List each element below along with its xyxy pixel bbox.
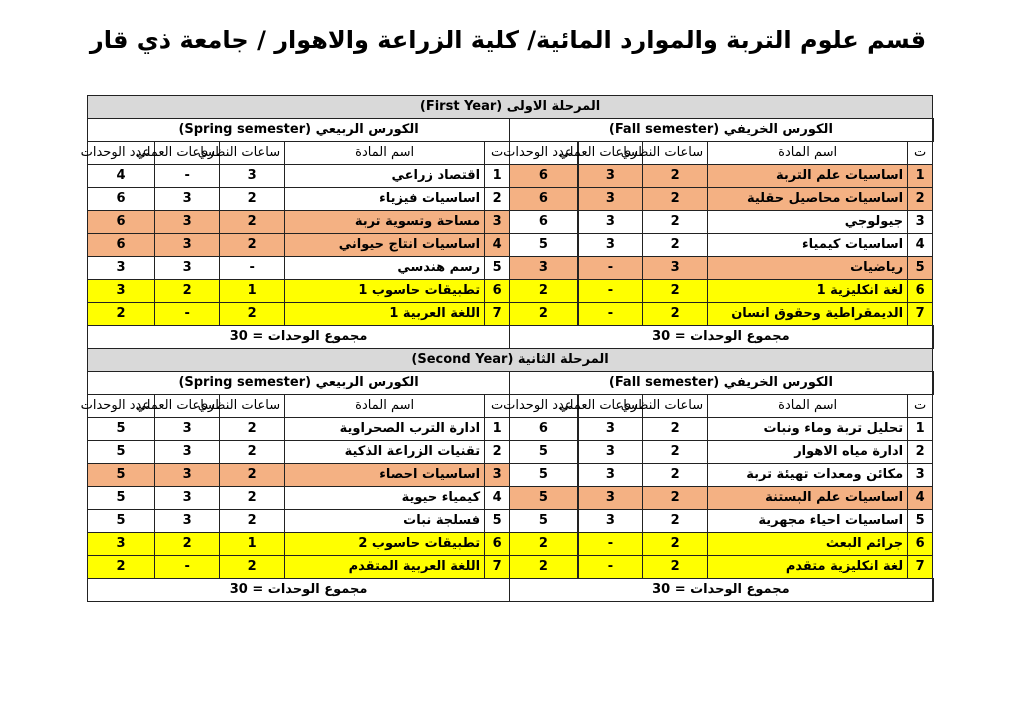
spring-semester-title: الكورس الربيعي (Spring semester): [88, 372, 510, 395]
fall-row-units: 3: [510, 257, 578, 280]
fall-row-subject: اساسيات علم البستنة: [708, 487, 908, 510]
spring-row-practical: 2: [155, 533, 220, 556]
fall-semester-title: الكورس الخريفي (Fall semester): [510, 119, 933, 142]
spring-row-subject: اقتصاد زراعي: [285, 165, 485, 188]
spring-row-subject: اساسيات فيزياء: [285, 188, 485, 211]
total-row: [88, 579, 933, 602]
fall-row-subject: اساسيات كيمياء: [708, 234, 908, 257]
spring-row-theory: 1: [220, 280, 285, 303]
table-row: [88, 441, 933, 464]
fall-row-practical: 3: [578, 418, 643, 441]
fall-row-index: 5: [908, 510, 933, 533]
fall-row-practical: 3: [578, 487, 643, 510]
spring-header-subject: اسم المادة: [285, 395, 485, 418]
fall-row-theory: 2: [643, 441, 708, 464]
spring-row-index: 6: [485, 533, 510, 556]
fall-row-units: 5: [510, 464, 578, 487]
spring-row-practical: -: [155, 303, 220, 326]
fall-row-practical: 3: [578, 188, 643, 211]
fall-row-units: 2: [510, 556, 578, 579]
spring-row-index: 1: [485, 165, 510, 188]
spring-header-index: ت: [485, 395, 510, 418]
fall-row-subject: تحليل تربة وماء ونبات: [708, 418, 908, 441]
spring-row-index: 1: [485, 418, 510, 441]
spring-row-units: 5: [88, 464, 155, 487]
fall-header-subject: اسم المادة: [708, 395, 908, 418]
spring-row-theory: 2: [220, 234, 285, 257]
spring-header-practical: ساعات العملي: [155, 142, 220, 165]
fall-row-practical: 3: [578, 464, 643, 487]
fall-row-subject: اساسيات علم التربة: [708, 165, 908, 188]
fall-row-subject: اساسيات محاصيل حقلية: [708, 188, 908, 211]
spring-row-theory: 2: [220, 303, 285, 326]
spring-row-units: 2: [88, 556, 155, 579]
fall-row-units: 2: [510, 533, 578, 556]
year-title: المرحلة الاولى (First Year): [88, 96, 933, 119]
spring-row-index: 3: [485, 211, 510, 234]
spring-row-theory: 3: [220, 165, 285, 188]
fall-row-theory: 2: [643, 464, 708, 487]
table-row: [88, 487, 933, 510]
column-header-row: [88, 395, 933, 418]
spring-row-index: 4: [485, 487, 510, 510]
spring-row-practical: -: [155, 556, 220, 579]
spring-header-index: ت: [485, 142, 510, 165]
fall-row-theory: 2: [643, 418, 708, 441]
spring-row-subject: اساسيات انتاج حيواني: [285, 234, 485, 257]
spring-header-subject: اسم المادة: [285, 142, 485, 165]
spring-row-theory: 2: [220, 510, 285, 533]
spring-row-practical: 3: [155, 234, 220, 257]
spring-row-index: 4: [485, 234, 510, 257]
fall-row-theory: 2: [643, 211, 708, 234]
fall-row-index: 6: [908, 280, 933, 303]
fall-row-theory: 2: [643, 556, 708, 579]
fall-row-practical: 3: [578, 510, 643, 533]
spring-row-theory: -: [220, 257, 285, 280]
fall-row-theory: 2: [643, 487, 708, 510]
fall-row-practical: -: [578, 280, 643, 303]
spring-row-units: 3: [88, 533, 155, 556]
spring-row-subject: اساسيات احصاء: [285, 464, 485, 487]
fall-row-practical: 3: [578, 441, 643, 464]
spring-row-practical: 3: [155, 510, 220, 533]
curriculum-table: [80, 95, 934, 602]
spring-semester-title: الكورس الربيعي (Spring semester): [88, 119, 510, 142]
fall-header-units: عدد الوحدات: [510, 142, 578, 165]
fall-row-index: 4: [908, 487, 933, 510]
spring-row-units: 6: [88, 211, 155, 234]
spring-row-theory: 2: [220, 441, 285, 464]
spring-row-index: 2: [485, 441, 510, 464]
spring-row-units: 3: [88, 257, 155, 280]
spring-row-units: 6: [88, 234, 155, 257]
spring-row-practical: 3: [155, 211, 220, 234]
table-row: [88, 418, 933, 441]
spring-row-subject: ادارة الترب الصحراوية: [285, 418, 485, 441]
semester-header-row: [88, 119, 933, 142]
fall-row-subject: ادارة مياه الاهوار: [708, 441, 908, 464]
spring-row-index: 5: [485, 257, 510, 280]
spring-row-practical: 3: [155, 188, 220, 211]
year-header-row: [88, 349, 933, 372]
spring-row-theory: 2: [220, 556, 285, 579]
semester-header-row: [88, 372, 933, 395]
fall-header-index: ت: [908, 142, 933, 165]
spring-row-units: 5: [88, 487, 155, 510]
table-row: [88, 303, 933, 326]
fall-row-theory: 2: [643, 165, 708, 188]
fall-row-units: 5: [510, 510, 578, 533]
fall-row-units: 5: [510, 487, 578, 510]
fall-row-practical: -: [578, 556, 643, 579]
spring-row-subject: مساحة وتسوية تربة: [285, 211, 485, 234]
table-row: [88, 280, 933, 303]
fall-total-units: مجموع الوحدات = 30: [510, 326, 933, 349]
spring-row-practical: 3: [155, 487, 220, 510]
spring-row-index: 7: [485, 556, 510, 579]
spring-row-theory: 2: [220, 487, 285, 510]
spring-row-units: 3: [88, 280, 155, 303]
spring-row-practical: 2: [155, 280, 220, 303]
spring-row-units: 5: [88, 510, 155, 533]
fall-row-theory: 3: [643, 257, 708, 280]
fall-header-units: عدد الوحدات: [510, 395, 578, 418]
spring-row-subject: تطبيقات حاسوب 1: [285, 280, 485, 303]
fall-row-index: 4: [908, 234, 933, 257]
fall-header-practical: ساعات العملي: [578, 142, 643, 165]
spring-row-index: 6: [485, 280, 510, 303]
spring-row-subject: اللغة العربية المتقدم: [285, 556, 485, 579]
spring-header-theory: ساعات النظري: [220, 142, 285, 165]
fall-row-practical: -: [578, 303, 643, 326]
fall-row-index: 3: [908, 211, 933, 234]
fall-row-units: 5: [510, 234, 578, 257]
fall-row-units: 2: [510, 280, 578, 303]
fall-row-subject: اساسيات احياء مجهرية: [708, 510, 908, 533]
fall-row-practical: 3: [578, 211, 643, 234]
spring-row-units: 4: [88, 165, 155, 188]
fall-header-theory: ساعات النظري: [643, 395, 708, 418]
fall-row-units: 6: [510, 418, 578, 441]
spring-row-theory: 1: [220, 533, 285, 556]
fall-row-practical: 3: [578, 165, 643, 188]
fall-row-index: 1: [908, 418, 933, 441]
fall-header-index: ت: [908, 395, 933, 418]
fall-row-units: 6: [510, 188, 578, 211]
spring-total-units: مجموع الوحدات = 30: [88, 579, 510, 602]
spring-header-units: عدد الوحدات: [88, 142, 155, 165]
spring-row-subject: تقنيات الزراعة الذكية: [285, 441, 485, 464]
fall-row-practical: -: [578, 533, 643, 556]
fall-row-units: 6: [510, 211, 578, 234]
fall-row-practical: -: [578, 257, 643, 280]
spring-row-practical: 3: [155, 257, 220, 280]
year-title: المرحلة الثانية (Second Year): [88, 349, 933, 372]
fall-row-theory: 2: [643, 280, 708, 303]
table-row: [88, 234, 933, 257]
spring-row-units: 5: [88, 441, 155, 464]
spring-row-subject: اللغة العربية 1: [285, 303, 485, 326]
spring-row-practical: 3: [155, 464, 220, 487]
fall-total-units: مجموع الوحدات = 30: [510, 579, 933, 602]
fall-row-subject: رياضيات: [708, 257, 908, 280]
spring-row-subject: رسم هندسي: [285, 257, 485, 280]
spring-row-theory: 2: [220, 188, 285, 211]
fall-row-index: 1: [908, 165, 933, 188]
fall-header-theory: ساعات النظري: [643, 142, 708, 165]
fall-row-subject: مكائن ومعدات تهيئة تربة: [708, 464, 908, 487]
table-row: [88, 533, 933, 556]
page-title: قسم علوم التربة والموارد المائية/ كلية الزراعة والاهوار / جامعة ذي قار: [89, 26, 927, 54]
fall-header-subject: اسم المادة: [708, 142, 908, 165]
spring-row-index: 5: [485, 510, 510, 533]
year-header-row: [88, 96, 933, 119]
fall-row-units: 5: [510, 441, 578, 464]
spring-row-subject: كيمياء حيوية: [285, 487, 485, 510]
spring-row-practical: 3: [155, 418, 220, 441]
spring-row-theory: 2: [220, 464, 285, 487]
fall-row-theory: 2: [643, 510, 708, 533]
fall-row-theory: 2: [643, 303, 708, 326]
spring-row-units: 2: [88, 303, 155, 326]
spring-row-units: 5: [88, 418, 155, 441]
spring-row-index: 7: [485, 303, 510, 326]
fall-row-index: 6: [908, 533, 933, 556]
spring-header-units: عدد الوحدات: [88, 395, 155, 418]
spring-row-index: 3: [485, 464, 510, 487]
fall-row-index: 2: [908, 188, 933, 211]
table-row: [88, 510, 933, 533]
spring-header-theory: ساعات النظري: [220, 395, 285, 418]
spring-row-theory: 2: [220, 211, 285, 234]
fall-row-theory: 2: [643, 188, 708, 211]
fall-row-index: 7: [908, 303, 933, 326]
fall-row-subject: لغة انكليزية متقدم: [708, 556, 908, 579]
table-row: [88, 556, 933, 579]
fall-semester-title: الكورس الخريفي (Fall semester): [510, 372, 933, 395]
total-row: [88, 326, 933, 349]
table-row: [88, 188, 933, 211]
column-header-row: [88, 142, 933, 165]
spring-row-practical: -: [155, 165, 220, 188]
table-row: [88, 165, 933, 188]
fall-row-subject: جرائم البعث: [708, 533, 908, 556]
table-row: [88, 257, 933, 280]
fall-header-practical: ساعات العملي: [578, 395, 643, 418]
spring-total-units: مجموع الوحدات = 30: [88, 326, 510, 349]
fall-row-units: 6: [510, 165, 578, 188]
fall-row-subject: لغة انكليزية 1: [708, 280, 908, 303]
spring-row-index: 2: [485, 188, 510, 211]
table-row: [88, 464, 933, 487]
fall-row-subject: جيولوجي: [708, 211, 908, 234]
fall-row-theory: 2: [643, 234, 708, 257]
fall-row-subject: الديمقراطية وحقوق انسان: [708, 303, 908, 326]
fall-row-theory: 2: [643, 533, 708, 556]
spring-row-subject: فسلجة نبات: [285, 510, 485, 533]
fall-row-index: 5: [908, 257, 933, 280]
spring-header-practical: ساعات العملي: [155, 395, 220, 418]
fall-row-index: 2: [908, 441, 933, 464]
fall-row-index: 7: [908, 556, 933, 579]
spring-row-subject: تطبيقات حاسوب 2: [285, 533, 485, 556]
spring-row-practical: 3: [155, 441, 220, 464]
fall-row-index: 3: [908, 464, 933, 487]
fall-row-practical: 3: [578, 234, 643, 257]
spring-row-units: 6: [88, 188, 155, 211]
fall-row-units: 2: [510, 303, 578, 326]
spring-row-theory: 2: [220, 418, 285, 441]
table-row: [88, 211, 933, 234]
